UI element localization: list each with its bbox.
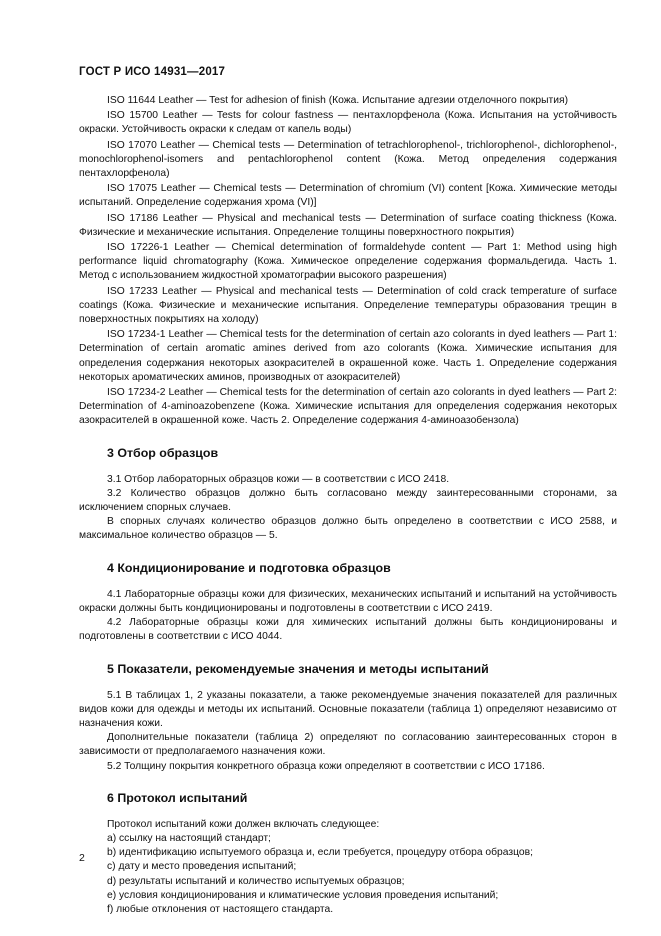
section-3-paragraph: В спорных случаях количество образцов должно быть определено в соответствии с ИСО 2588, и максимальное количество образцов — 5. [79, 516, 617, 542]
reference-item: ISO 17186 Leather — Physical and mechanical tests — Determination of surface coating thickness (Кожа. Физические и механические испытания. Определение толщины поверхностного покрытия) [79, 212, 617, 238]
reference-item: ISO 17234-2 Leather — Chemical tests for the determination of certain azo colorants in dyed leathers — Part 2: Determination of 4-aminoazobenzene (Кожа. Химические испытания для определения содержания некоторых азокрасителей в окрашенной коже. Часть 2. Определение содержания 4-аминоазобензола) [79, 387, 617, 427]
list-item: c) дату и место проведения испытаний; [107, 861, 297, 873]
standard-header: ГОСТ Р ИСО 14931—2017 [79, 66, 226, 78]
list-item: a) ссылку на настоящий стандарт; [107, 832, 271, 844]
section-5-paragraph: 5.2 Толщину покрытия конкретного образца кожи определяют в соответствии с ИСО 17186. [107, 760, 545, 772]
document-body [79, 94, 617, 917]
reference-item: ISO 17226-1 Leather — Chemical determination of formaldehyde content — Part 1: Method using high performance liquid chromatography (Кожа. Химическое определение содержания формальдегида. Часть 1. Метод с использованием жидкостной хроматографии высокого разрешения) [79, 242, 617, 282]
section-3-paragraph: 3.2 Количество образцов должно быть согласовано между заинтересованными сторонами, за исключением спорных случаев. [79, 487, 617, 514]
list-item: b) идентификацию испытуемого образца и, если требуется, процедуру отбора образцов; [107, 847, 533, 859]
section-6-intro: Протокол испытаний кожи должен включать следующее: [107, 818, 380, 830]
section-4-heading: 4 Кондиционирование и подготовка образцов [107, 560, 391, 575]
section-3-paragraph: 3.1 Отбор лабораторных образцов кожи — в соответствии с ИСО 2418. [107, 473, 450, 485]
list-item: f) любые отклонения от настоящего стандарта. [107, 903, 334, 915]
reference-item: ISO 17233 Leather — Physical and mechanical tests — Determination of cold crack temperature of surface coatings (Кожа. Физические и механические испытания. Определение температуры образования трещин в поверхностных покрытиях на холоду) [79, 285, 617, 326]
section-4-paragraph: 4.1 Лабораторные образцы кожи для физических, механических испытаний и испытаний на устойчивость окраски должны быть кондиционированы и подготовлены в соответствии с ИСО 2419. [79, 588, 617, 614]
section-5-paragraph: 5.1 В таблицах 1, 2 указаны показатели, а также рекомендуемые значения показателей для различных видов кожи для одежды и методы их испытаний. Основные показатели (таблица 1) определяют независимо от назначения кожи. [79, 689, 617, 729]
list-item: e) условия кондиционирования и климатические условия проведения испытаний; [107, 889, 499, 901]
report-contents-list [79, 832, 617, 917]
section-4-paragraph: 4.2 Лабораторные образцы кожи для химических испытаний должны быть кондиционированы и подготовлены в соответствии с ИСО 4044. [79, 617, 617, 643]
section-5-heading: 5 Показатели, рекомендуемые значения и методы испытаний [107, 661, 489, 676]
reference-item: ISO 17075 Leather — Chemical tests — Determination of chromium (VI) content [Кожа. Химические методы испытаний. Определение содержания хрома (VI)] [79, 183, 617, 209]
reference-item: ISO 11644 Leather — Test for adhesion of finish (Кожа. Испытание адгезии отделочного покрытия) [107, 95, 569, 106]
normative-references-list [79, 94, 617, 429]
section-3-heading: 3 Отбор образцов [107, 445, 219, 460]
page-number: 2 [79, 852, 85, 864]
section-6-heading: 6 Протокол испытаний [107, 790, 248, 805]
section-5-paragraph: Дополнительные показатели (таблица 2) определяют по согласованию заинтересованных сторон в зависимости от предполагаемого назначения кожи. [79, 732, 617, 758]
list-item: d) результаты испытаний и количество испытуемых образцов; [107, 875, 405, 887]
reference-item: ISO 17070 Leather — Chemical tests — Determination of tetrachlorophenol-, trichlorophenol-, dichlorophenol-, monochlorophenol-isomers and pentachlorophenol content (Кожа. Метод определения содержания пентахлорфенола) [79, 139, 617, 180]
reference-item: ISO 17234-1 Leather — Chemical tests for the determination of certain azo colorants in dyed leathers — Part 1: Determination of certain aromatic amines derived from azo colorants (Кожа. Химические испытания для определения содержания некоторых азокрасителей в окрашенной коже. Часть 1. Определение содержания некоторых ароматических аминов, производных от азокрасителей) [79, 329, 617, 383]
reference-item: ISO 15700 Leather — Tests for colour fastness — пентахлорфенола (Кожа. Испытания на устойчивость окраски. Устойчивость окраски к следам от капель воды) [79, 110, 617, 136]
